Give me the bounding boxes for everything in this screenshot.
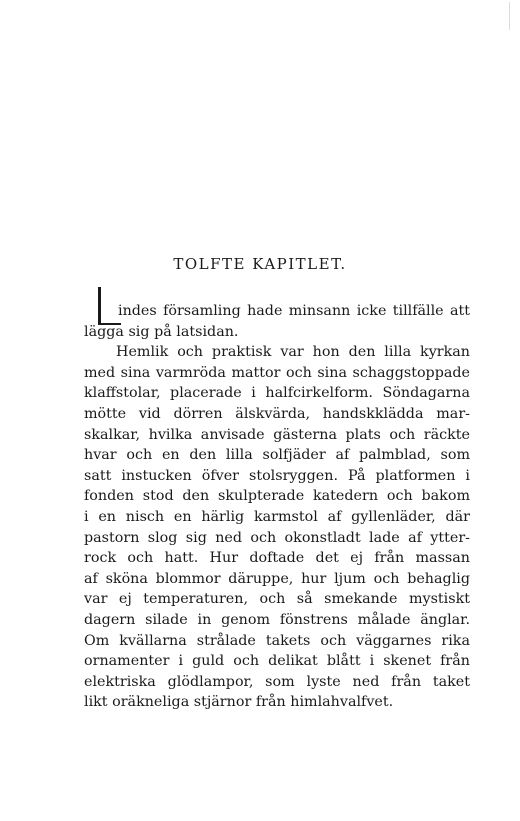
text-line: ornamenter i guld och delikat blått i skenet från xyxy=(84,653,470,670)
text-line: fonden stod den skulpterade katedern och bakom xyxy=(84,488,470,505)
text-line: mötte vid dörren älskvärda, handskklädda mar- xyxy=(84,405,470,422)
text-line: pastorn slog sig ned och okonstladt lade af ytter- xyxy=(84,529,470,546)
text-line: Hemlik och praktisk var hon den lilla kyrkan xyxy=(116,344,470,361)
text-line: dagern silade in genom fönstrens målade änglar. xyxy=(84,611,470,628)
text-line: hvar och en den lilla solfjäder af palmblad, som xyxy=(84,447,470,464)
text-line: elektriska glödlampor, som lyste ned från taket xyxy=(84,673,470,690)
chapter-body xyxy=(84,288,470,713)
text-line: i en nisch en härlig karmstol af gyllenläder, där xyxy=(84,508,470,525)
page-edge-mark xyxy=(509,2,518,30)
paragraph-1 xyxy=(84,301,470,342)
text-line: skalkar, hvilka anvisade gästerna plats och räckte xyxy=(84,426,470,443)
text-line: Om kvällarna strålade takets och väggarnes rika xyxy=(84,632,470,649)
chapter-title: TOLFTE KAPITLET. xyxy=(173,255,347,273)
text-line: indes församling hade minsann icke tillfälle att xyxy=(118,303,470,319)
paragraph-2 xyxy=(84,342,470,713)
text-line: var ej temperaturen, och så smekande mystiskt xyxy=(84,591,470,608)
text-line: lägga sig på latsidan. xyxy=(84,323,239,340)
text-line: af sköna blommor däruppe, hur ljum och behaglig xyxy=(84,570,470,587)
text-line: likt oräkneliga stjärnor från himlahvalfvet. xyxy=(84,694,394,711)
text-line: satt instucken öfver stolsryggen. På platformen i xyxy=(84,467,470,484)
text-line: med sina varmröda mattor och sina schaggstoppade xyxy=(84,364,470,381)
text-line: klaffstolar, placerade i halfcirkelform. Söndagarna xyxy=(84,385,470,402)
text-line: rock och hatt. Hur doftade det ej från massan xyxy=(84,550,470,567)
